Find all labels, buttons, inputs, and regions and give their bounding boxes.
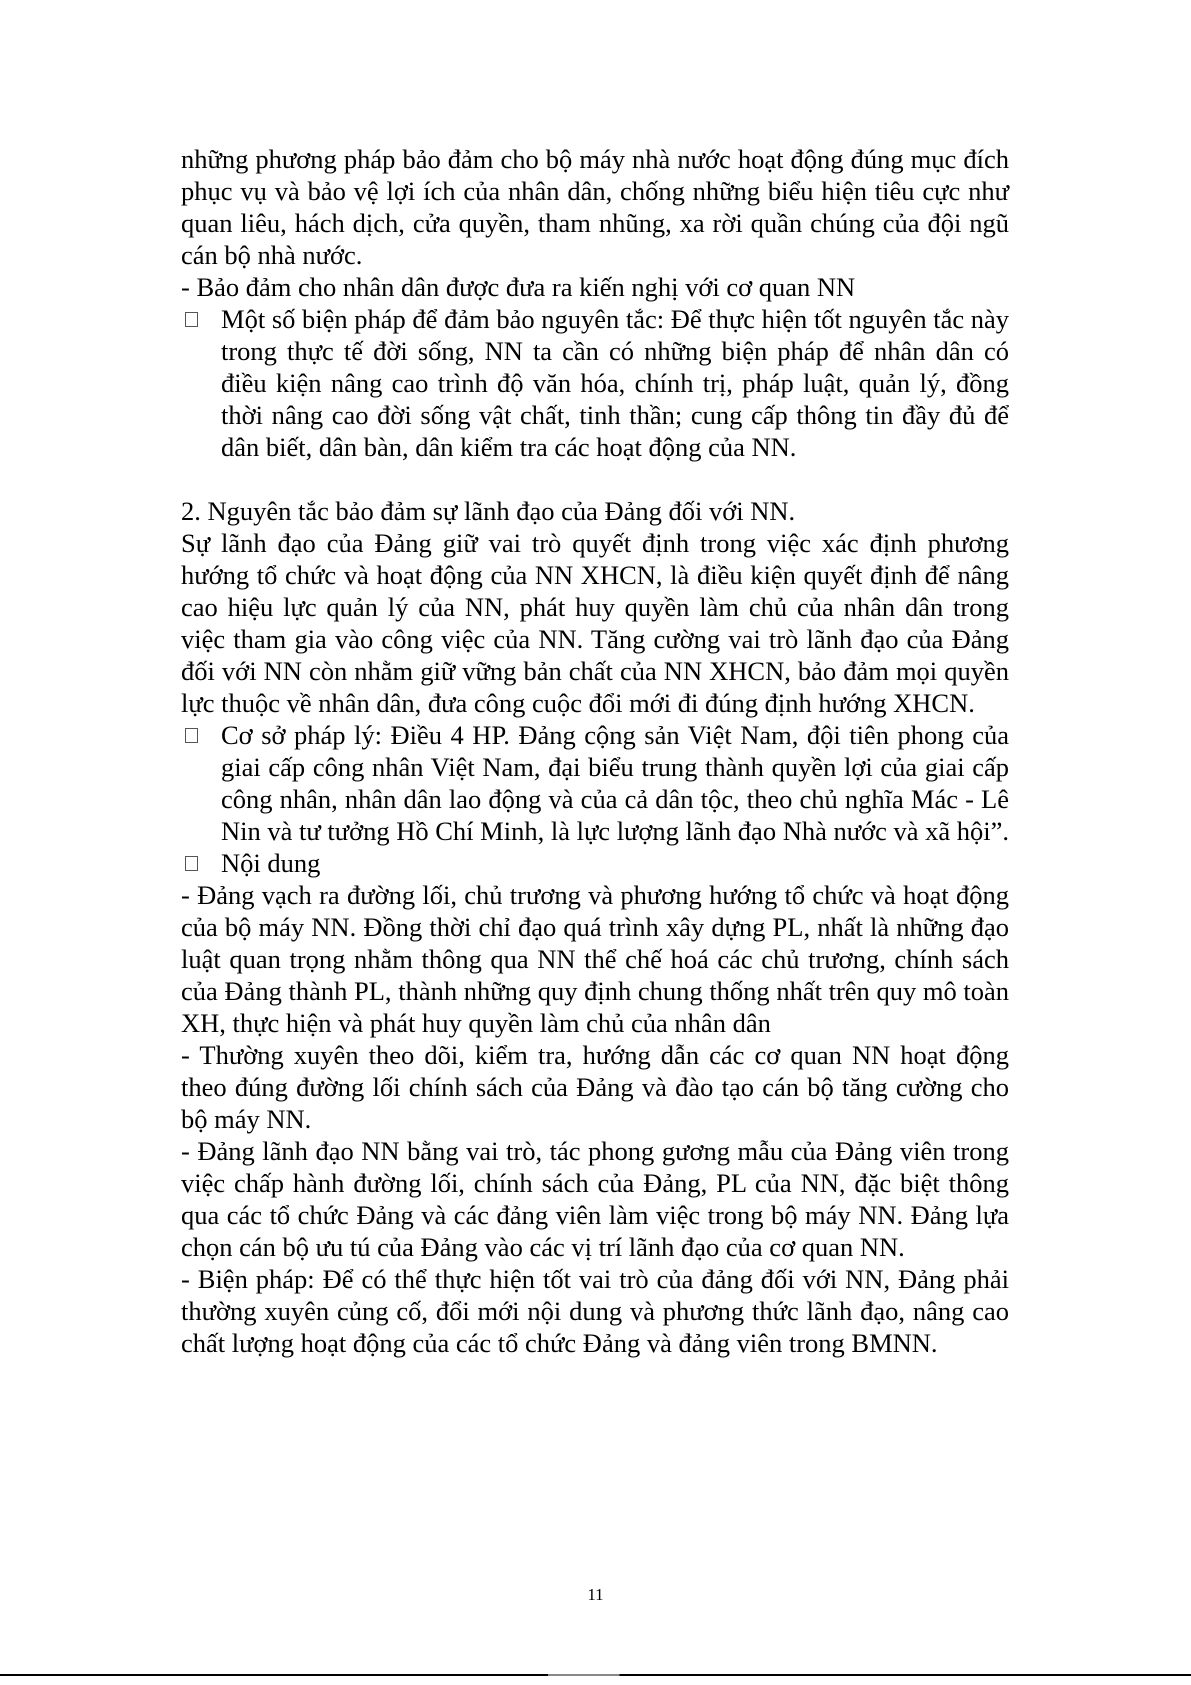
bullet-item bbox=[181, 847, 1009, 879]
paragraph: - Bảo đảm cho nhân dân được đưa ra kiến nghị với cơ quan NN bbox=[181, 272, 856, 302]
footer-rule bbox=[0, 1674, 1191, 1676]
bullet-box-icon bbox=[185, 312, 198, 327]
bullet-item bbox=[181, 303, 1009, 463]
body-text bbox=[181, 143, 1009, 1359]
paragraph: - Đảng lãnh đạo NN bằng vai trò, tác phong gương mẫu của Đảng viên trong việc chấp hành đường lối, chính sách của Đảng, PL của NN, đặc biệt thông qua các tổ chức Đảng và các đảng viên làm việc trong bộ máy NN. Đảng lựa chọn cán bộ ưu tú của Đảng vào các vị trí lãnh đạo của cơ quan NN. bbox=[181, 1136, 1009, 1262]
paragraph: - Đảng vạch ra đường lối, chủ trương và phương hướng tổ chức và hoạt động của bộ máy NN. Đồng thời chỉ đạo quá trình xây dựng PL, nhất là những đạo luật quan trọng nhằm thông qua NN thể chế hoá các chủ trương, chính sách của Đảng thành PL, thành những quy định chung thống nhất trên quy mô toàn XH, thực hiện và phát huy quyền làm chủ của nhân dân bbox=[181, 880, 1009, 1038]
page-number: 11 bbox=[587, 1585, 604, 1604]
bullet-text: Nội dung bbox=[221, 848, 321, 878]
bullet-text: Một số biện pháp để đảm bảo nguyên tắc: Để thực hiện tốt nguyên tắc này trong thực tế đời sống, NN ta cần có những biện pháp để nhân dân có điều kiện nâng cao trình độ văn hóa, chính trị, pháp luật, quản lý, đồng thời nâng cao đời sống vật chất, tinh thần; cung cấp thông tin đầy đủ để dân biết, dân bàn, dân kiểm tra các hoạt động của NN. bbox=[221, 304, 1009, 462]
section-heading: 2. Nguyên tắc bảo đảm sự lãnh đạo của Đảng đối với NN. bbox=[181, 496, 796, 526]
paragraph: - Biện pháp: Để có thể thực hiện tốt vai trò của đảng đối với NN, Đảng phải thường xuyên củng cố, đổi mới nội dung và phương thức lãnh đạo, nâng cao chất lượng hoạt động của các tổ chức Đảng và đảng viên trong BMNN. bbox=[181, 1264, 1009, 1358]
bullet-box-icon bbox=[185, 728, 198, 743]
bullet-text: Cơ sở pháp lý: Điều 4 HP. Đảng cộng sản Việt Nam, đội tiên phong của giai cấp công nhân Việt Nam, đại biểu trung thành quyền lợi của giai cấp công nhân, nhân dân lao động và của cả dân tộc, theo chủ nghĩa Mác - Lê Nin và tư tưởng Hồ Chí Minh, là lực lượng lãnh đạo Nhà nước và xã hội”. bbox=[221, 720, 1009, 846]
paragraph-gap bbox=[181, 463, 1009, 495]
bullet-box-icon bbox=[185, 856, 198, 871]
paragraph: những phương pháp bảo đảm cho bộ máy nhà nước hoạt động đúng mục đích phục vụ và bảo vệ lợi ích của nhân dân, chống những biểu hiện tiêu cực như quan liêu, hách dịch, cửa quyền, tham nhũng, xa rời quần chúng của đội ngũ cán bộ nhà nước. bbox=[181, 144, 1009, 270]
paragraph: - Thường xuyên theo dõi, kiểm tra, hướng dẫn các cơ quan NN hoạt động theo đúng đường lối chính sách của Đảng và đào tạo cán bộ tăng cường cho bộ máy NN. bbox=[181, 1040, 1009, 1134]
paragraph: Sự lãnh đạo của Đảng giữ vai trò quyết định trong việc xác định phương hướng tổ chức và hoạt động của NN XHCN, là điều kiện quyết định để nâng cao hiệu lực quản lý của NN, phát huy quyền làm chủ của nhân dân trong việc tham gia vào công việc của NN. Tăng cường vai trò lãnh đạo của Đảng đối với NN còn nhằm giữ vững bản chất của NN XHCN, bảo đảm mọi quyền lực thuộc về nhân dân, đưa công cuộc đổi mới đi đúng định hướng XHCN. bbox=[181, 528, 1009, 718]
bullet-item bbox=[181, 719, 1009, 847]
